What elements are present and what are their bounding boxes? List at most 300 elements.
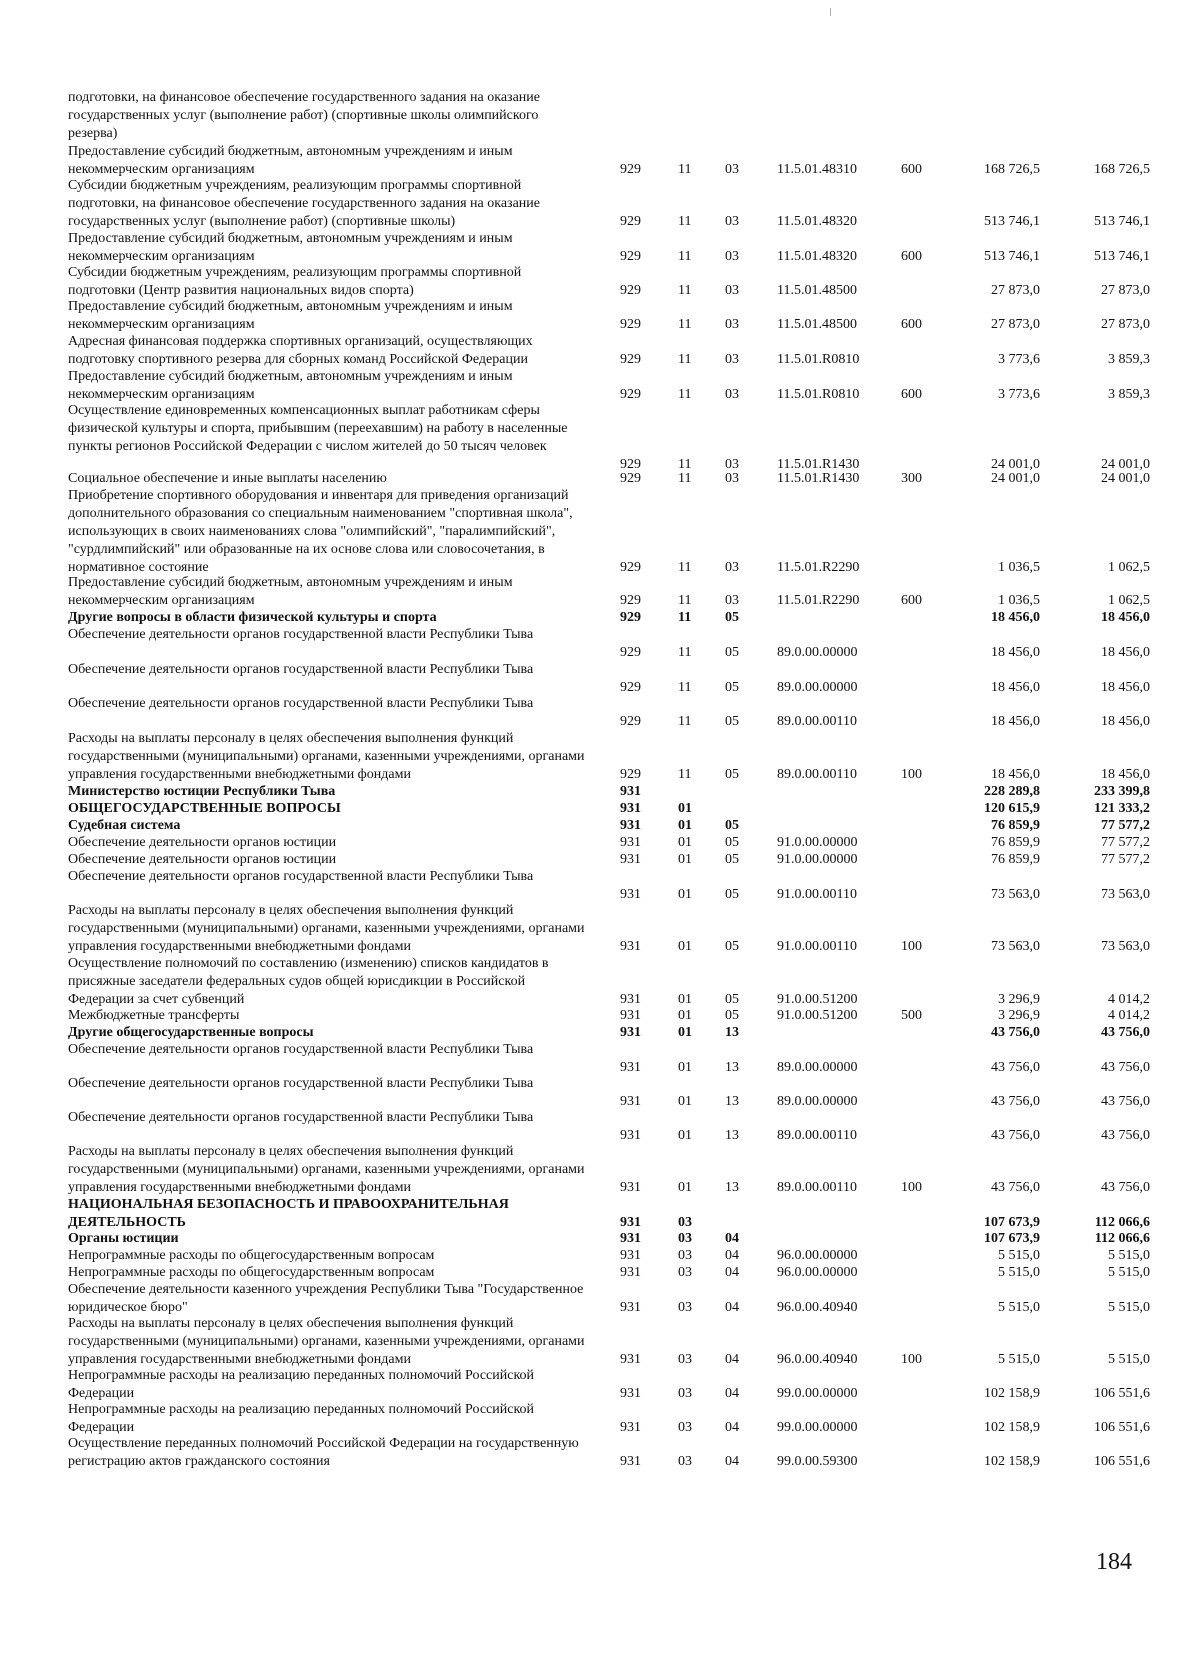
row-article: 11.5.01.R0810 <box>777 386 860 402</box>
row-article: 11.5.01.48500 <box>777 282 857 298</box>
row-description: Обеспечение деятельности органов юстиции <box>68 852 337 867</box>
row-description: Другие вопросы в области физической культуры и спорта <box>68 610 437 625</box>
row-sum1: 3 296,9 <box>998 991 1040 1007</box>
row-subsection: 05 <box>725 835 739 850</box>
row-sum1: 76 859,9 <box>991 818 1040 833</box>
row-ministry: 929 <box>620 713 641 729</box>
row-section: 03 <box>678 1351 692 1367</box>
row-sum1: 5 515,0 <box>998 1299 1040 1315</box>
row-sum1: 43 756,0 <box>991 1059 1040 1075</box>
row-ministry: 931 <box>620 1127 641 1143</box>
row-article: 99.0.00.00000 <box>777 1385 858 1401</box>
table-row <box>0 730 1200 784</box>
row-section: 11 <box>678 559 692 575</box>
row-subsection: 05 <box>725 644 739 660</box>
table-row <box>0 177 1200 231</box>
row-sum2: 3 859,3 <box>1108 351 1150 367</box>
row-ministry: 929 <box>620 386 641 402</box>
table-row <box>0 1367 1200 1403</box>
row-ministry: 929 <box>620 471 641 486</box>
row-description: Обеспечение деятельности органов государственной власти Республики Тыва <box>68 1042 534 1057</box>
row-sum1: 18 456,0 <box>991 713 1040 729</box>
row-description: Обеспечение деятельности органов государственной власти Республики Тыва <box>68 662 534 677</box>
row-article: 89.0.00.00000 <box>777 1059 858 1075</box>
row-sum2: 43 756,0 <box>1101 1179 1150 1195</box>
row-section: 03 <box>678 1248 692 1263</box>
table-row <box>0 1315 1200 1369</box>
row-ministry: 929 <box>620 644 641 660</box>
row-article: 89.0.00.00000 <box>777 679 858 695</box>
row-section: 03 <box>678 1231 692 1246</box>
row-section: 03 <box>678 1453 692 1469</box>
row-subsection: 04 <box>725 1231 739 1246</box>
row-subsection: 13 <box>725 1093 739 1109</box>
row-article: 99.0.00.00000 <box>777 1419 858 1435</box>
row-sum1: 76 859,9 <box>991 852 1040 867</box>
row-ministry: 929 <box>620 213 641 229</box>
row-description: НАЦИОНАЛЬНАЯ БЕЗОПАСНОСТЬ И ПРАВООХРАНИТЕЛЬНАЯ ДЕЯТЕЛЬНОСТЬ <box>68 1197 509 1230</box>
row-description: Обеспечение деятельности казенного учреждения Республики Тыва "Государственное юридическое бюро" <box>68 1282 584 1315</box>
row-kind: 500 <box>901 1008 922 1023</box>
row-sum1: 18 456,0 <box>991 766 1040 782</box>
row-kind: 100 <box>901 1351 922 1367</box>
row-sum2: 3 859,3 <box>1108 386 1150 402</box>
row-section: 11 <box>678 248 692 264</box>
row-sum1: 73 563,0 <box>991 938 1040 954</box>
row-subsection: 04 <box>725 1248 739 1263</box>
table-row <box>0 333 1200 369</box>
row-section: 03 <box>678 1214 692 1230</box>
row-ministry: 931 <box>620 1265 641 1280</box>
row-section: 11 <box>678 644 692 660</box>
row-ministry: 931 <box>620 1299 641 1315</box>
row-sum1: 24 001,0 <box>991 471 1040 486</box>
row-sum1: 18 456,0 <box>991 679 1040 695</box>
row-description: Непрограммные расходы на реализацию переданных полномочий Российской Федерации <box>68 1368 535 1401</box>
row-subsection: 03 <box>725 559 739 575</box>
row-ministry: 931 <box>620 1179 641 1195</box>
row-subsection: 05 <box>725 938 739 954</box>
row-subsection: 03 <box>725 316 739 332</box>
row-ministry: 931 <box>620 1419 641 1435</box>
row-subsection: 05 <box>725 610 739 625</box>
row-ministry: 929 <box>620 282 641 298</box>
row-ministry: 929 <box>620 316 641 332</box>
row-subsection: 04 <box>725 1299 739 1315</box>
row-ministry: 931 <box>620 1059 641 1075</box>
row-subsection: 05 <box>725 713 739 729</box>
row-section: 01 <box>678 886 692 902</box>
row-sum1: 5 515,0 <box>998 1248 1040 1263</box>
row-article: 91.0.00.51200 <box>777 991 858 1007</box>
table-row <box>0 626 1200 662</box>
row-subsection: 03 <box>725 351 739 367</box>
row-section: 01 <box>678 991 692 1007</box>
table-row <box>0 661 1200 697</box>
row-sum2: 4 014,2 <box>1108 1008 1150 1023</box>
row-description: подготовки, на финансовое обеспечение государственного задания на оказание государственных услуг (выполнение работ) (спортивные школы олимпийского резерва) <box>68 90 541 141</box>
row-ministry: 929 <box>620 161 641 177</box>
row-sum2: 27 873,0 <box>1101 316 1150 332</box>
row-article: 11.5.01.R2290 <box>777 559 860 575</box>
row-subsection: 04 <box>725 1351 739 1367</box>
table-row <box>0 89 1200 143</box>
row-description: Расходы на выплаты персоналу в целях обеспечения выполнения функций государственными (муниципальными) органами, казенными учреждениями, органами управления государственными внебюджетными фондами <box>68 903 585 954</box>
row-sum1: 43 756,0 <box>991 1093 1040 1109</box>
row-article: 11.5.01.48500 <box>777 316 857 332</box>
table-row <box>0 851 1200 869</box>
row-section: 11 <box>678 316 692 332</box>
row-description: Межбюджетные трансферты <box>68 1008 240 1023</box>
row-article: 11.5.01.48320 <box>777 213 857 229</box>
row-section: 11 <box>678 610 692 625</box>
row-kind: 300 <box>901 471 922 486</box>
table-row <box>0 1247 1200 1265</box>
row-description: Обеспечение деятельности органов государственной власти Республики Тыва <box>68 696 534 711</box>
row-subsection: 03 <box>725 248 739 264</box>
row-subsection: 03 <box>725 386 739 402</box>
page-number: 184 <box>1096 1549 1132 1575</box>
row-description: Непрограммные расходы по общегосударственным вопросам <box>68 1248 435 1263</box>
row-kind: 100 <box>901 1179 922 1195</box>
table-row <box>0 1196 1200 1232</box>
row-sum1: 1 036,5 <box>998 592 1040 608</box>
row-subsection: 04 <box>725 1265 739 1280</box>
row-sum2: 106 551,6 <box>1094 1419 1150 1435</box>
row-description: Непрограммные расходы на реализацию переданных полномочий Российской Федерации <box>68 1402 535 1435</box>
row-ministry: 931 <box>620 852 641 867</box>
row-sum2: 5 515,0 <box>1108 1248 1150 1263</box>
row-sum1: 3 296,9 <box>998 1008 1040 1023</box>
row-sum2: 121 333,2 <box>1094 801 1150 816</box>
row-sum2: 233 399,8 <box>1094 784 1150 799</box>
row-sum1: 24 001,0 <box>991 456 1040 472</box>
table-row <box>0 487 1200 577</box>
row-section: 03 <box>678 1385 692 1401</box>
row-article: 91.0.00.00110 <box>777 938 857 954</box>
row-section: 11 <box>678 456 692 472</box>
row-section: 11 <box>678 679 692 695</box>
row-sum1: 18 456,0 <box>991 610 1040 625</box>
row-article: 96.0.00.40940 <box>777 1299 858 1315</box>
row-sum2: 5 515,0 <box>1108 1299 1150 1315</box>
row-sum1: 102 158,9 <box>984 1419 1040 1435</box>
row-description: Социальное обеспечение и иные выплаты населению <box>68 471 387 486</box>
row-sum1: 43 756,0 <box>991 1127 1040 1143</box>
row-ministry: 931 <box>620 1453 641 1469</box>
row-ministry: 931 <box>620 1025 641 1040</box>
row-sum2: 106 551,6 <box>1094 1453 1150 1469</box>
row-subsection: 03 <box>725 213 739 229</box>
row-description: Обеспечение деятельности органов государственной власти Республики Тыва <box>68 1110 534 1125</box>
row-description: Обеспечение деятельности органов государственной власти Республики Тыва <box>68 1076 534 1091</box>
table-row <box>0 402 1200 474</box>
row-description: Обеспечение деятельности органов юстиции <box>68 835 337 850</box>
row-sum2: 18 456,0 <box>1101 644 1150 660</box>
row-section: 01 <box>678 1093 692 1109</box>
row-description: Другие общегосударственные вопросы <box>68 1025 314 1040</box>
row-ministry: 931 <box>620 801 641 816</box>
table-row <box>0 902 1200 956</box>
row-subsection: 04 <box>725 1419 739 1435</box>
row-ministry: 931 <box>620 1231 641 1246</box>
table-row <box>0 1007 1200 1025</box>
row-article: 91.0.00.00000 <box>777 835 858 850</box>
row-description: Министерство юстиции Республики Тыва <box>68 784 336 799</box>
row-subsection: 03 <box>725 592 739 608</box>
row-section: 01 <box>678 818 692 833</box>
row-section: 01 <box>678 1127 692 1143</box>
row-ministry: 931 <box>620 1385 641 1401</box>
table-row <box>0 574 1200 610</box>
row-kind: 100 <box>901 938 922 954</box>
row-subsection: 03 <box>725 471 739 486</box>
row-ministry: 931 <box>620 1248 641 1263</box>
row-sum1: 1 036,5 <box>998 559 1040 575</box>
table-row <box>0 470 1200 488</box>
row-sum2: 77 577,2 <box>1101 852 1150 867</box>
row-sum2: 73 563,0 <box>1101 938 1150 954</box>
table-row <box>0 264 1200 300</box>
row-sum1: 168 726,5 <box>984 161 1040 177</box>
table-row <box>0 1041 1200 1077</box>
row-subsection: 05 <box>725 886 739 902</box>
table-row <box>0 1264 1200 1282</box>
row-article: 89.0.00.00000 <box>777 1093 858 1109</box>
row-sum2: 24 001,0 <box>1101 471 1150 486</box>
row-sum2: 43 756,0 <box>1101 1127 1150 1143</box>
row-sum1: 102 158,9 <box>984 1385 1040 1401</box>
row-ministry: 931 <box>620 886 641 902</box>
row-article: 11.5.01.R0810 <box>777 351 860 367</box>
row-ministry: 931 <box>620 1093 641 1109</box>
row-subsection: 13 <box>725 1127 739 1143</box>
row-section: 01 <box>678 1059 692 1075</box>
row-section: 01 <box>678 1179 692 1195</box>
row-sum1: 102 158,9 <box>984 1453 1040 1469</box>
row-subsection: 05 <box>725 852 739 867</box>
row-article: 89.0.00.00110 <box>777 713 857 729</box>
row-sum2: 112 066,6 <box>1094 1231 1150 1246</box>
row-section: 11 <box>678 213 692 229</box>
row-ministry: 931 <box>620 835 641 850</box>
row-ministry: 931 <box>620 1351 641 1367</box>
row-article: 89.0.00.00110 <box>777 1179 857 1195</box>
row-description: Предоставление субсидий бюджетным, автономным учреждениям и иным некоммерческим организациям <box>68 231 513 264</box>
row-sum2: 1 062,5 <box>1108 592 1150 608</box>
row-section: 11 <box>678 282 692 298</box>
row-description: Судебная система <box>68 818 181 833</box>
row-sum2: 18 456,0 <box>1101 713 1150 729</box>
row-sum2: 168 726,5 <box>1094 161 1150 177</box>
table-row <box>0 695 1200 731</box>
row-article: 91.0.00.51200 <box>777 1008 858 1023</box>
row-sum2: 77 577,2 <box>1101 818 1150 833</box>
row-description: Осуществление полномочий по составлению (изменению) списков кандидатов в присяжные заседатели федеральных судов общей юрисдикции в Российской Федерации за счет субвенций <box>68 956 549 1007</box>
row-description: Расходы на выплаты персоналу в целях обеспечения выполнения функций государственными (муниципальными) органами, казенными учреждениями, органами управления государственными внебюджетными фондами <box>68 1144 585 1195</box>
table-row <box>0 298 1200 334</box>
row-sum2: 112 066,6 <box>1094 1214 1150 1230</box>
row-article: 91.0.00.00000 <box>777 852 858 867</box>
row-ministry: 929 <box>620 456 641 472</box>
row-description: Осуществление единовременных компенсационных выплат работникам сферы физической культуры и спорта, прибывшим (переехавшим) на работу в населенные пункты регионов Российской Федерации с числом жителей до 50 тысяч человек <box>68 403 568 454</box>
row-subsection: 13 <box>725 1025 739 1040</box>
row-article: 96.0.00.40940 <box>777 1351 858 1367</box>
row-subsection: 05 <box>725 679 739 695</box>
row-section: 01 <box>678 835 692 850</box>
row-description: Предоставление субсидий бюджетным, автономным учреждениям и иным некоммерческим организациям <box>68 369 513 402</box>
table-row <box>0 1281 1200 1317</box>
table-row <box>0 800 1200 818</box>
row-article: 11.5.01.R1430 <box>777 471 860 486</box>
row-subsection: 13 <box>725 1059 739 1075</box>
row-article: 89.0.00.00110 <box>777 766 857 782</box>
row-sum1: 3 773,6 <box>998 386 1040 402</box>
row-section: 11 <box>678 592 692 608</box>
row-ministry: 931 <box>620 784 641 799</box>
row-sum1: 3 773,6 <box>998 351 1040 367</box>
table-row <box>0 230 1200 266</box>
table-row <box>0 868 1200 904</box>
row-subsection: 03 <box>725 161 739 177</box>
row-kind: 600 <box>901 592 922 608</box>
row-article: 11.5.01.48310 <box>777 161 857 177</box>
row-kind: 600 <box>901 161 922 177</box>
row-sum2: 73 563,0 <box>1101 886 1150 902</box>
row-sum2: 106 551,6 <box>1094 1385 1150 1401</box>
row-subsection: 05 <box>725 1008 739 1023</box>
row-article: 11.5.01.R1430 <box>777 456 860 472</box>
row-ministry: 931 <box>620 818 641 833</box>
row-kind: 100 <box>901 766 922 782</box>
row-sum2: 24 001,0 <box>1101 456 1150 472</box>
table-row <box>0 1109 1200 1145</box>
table-row <box>0 1075 1200 1111</box>
table-row <box>0 1230 1200 1248</box>
row-sum2: 513 746,1 <box>1094 213 1150 229</box>
row-description: Органы юстиции <box>68 1231 179 1246</box>
row-description: Расходы на выплаты персоналу в целях обеспечения выполнения функций государственными (муниципальными) органами, казенными учреждениями, органами управления государственными внебюджетными фондами <box>68 731 585 782</box>
row-sum1: 5 515,0 <box>998 1351 1040 1367</box>
row-sum2: 43 756,0 <box>1101 1059 1150 1075</box>
row-sum2: 5 515,0 <box>1108 1265 1150 1280</box>
row-description: Непрограммные расходы по общегосударственным вопросам <box>68 1265 435 1280</box>
row-sum2: 5 515,0 <box>1108 1351 1150 1367</box>
row-sum2: 27 873,0 <box>1101 282 1150 298</box>
row-section: 03 <box>678 1265 692 1280</box>
row-sum1: 43 756,0 <box>991 1025 1040 1040</box>
row-subsection: 03 <box>725 282 739 298</box>
row-article: 89.0.00.00000 <box>777 644 858 660</box>
row-description: Субсидии бюджетным учреждениям, реализующим программы спортивной подготовки (Центр развития национальных видов спорта) <box>68 265 522 298</box>
row-sum1: 513 746,1 <box>984 213 1040 229</box>
row-ministry: 929 <box>620 559 641 575</box>
row-description: Субсидии бюджетным учреждениям, реализующим программы спортивной подготовки, на финансовое обеспечение государственного задания на оказание государственных услуг (выполнение работ) (спортивные школы) <box>68 178 541 229</box>
row-section: 01 <box>678 938 692 954</box>
row-sum1: 43 756,0 <box>991 1179 1040 1195</box>
row-article: 89.0.00.00110 <box>777 1127 857 1143</box>
row-kind: 600 <box>901 316 922 332</box>
row-sum1: 120 615,9 <box>984 801 1040 816</box>
row-sum2: 18 456,0 <box>1101 610 1150 625</box>
row-description: ОБЩЕГОСУДАРСТВЕННЫЕ ВОПРОСЫ <box>68 801 341 816</box>
row-article: 96.0.00.00000 <box>777 1248 858 1263</box>
table-row <box>0 368 1200 404</box>
row-article: 96.0.00.00000 <box>777 1265 858 1280</box>
row-sum1: 18 456,0 <box>991 644 1040 660</box>
row-sum1: 513 746,1 <box>984 248 1040 264</box>
row-ministry: 931 <box>620 1214 641 1230</box>
row-subsection: 05 <box>725 991 739 1007</box>
row-sum1: 27 873,0 <box>991 282 1040 298</box>
row-subsection: 13 <box>725 1179 739 1195</box>
row-article: 11.5.01.48320 <box>777 248 857 264</box>
row-description: Адресная финансовая поддержка спортивных организаций, осуществляющих подготовку спортивного резерва для сборных команд Российской Федерации <box>68 334 533 367</box>
row-sum1: 228 289,8 <box>984 784 1040 799</box>
row-section: 01 <box>678 1008 692 1023</box>
row-sum2: 4 014,2 <box>1108 991 1150 1007</box>
row-sum1: 27 873,0 <box>991 316 1040 332</box>
row-subsection: 04 <box>725 1385 739 1401</box>
row-sum1: 107 673,9 <box>984 1231 1040 1246</box>
row-description: Предоставление субсидий бюджетным, автономным учреждениям и иным некоммерческим организациям <box>68 575 513 608</box>
table-row <box>0 955 1200 1009</box>
row-section: 01 <box>678 1025 692 1040</box>
row-sum2: 43 756,0 <box>1101 1093 1150 1109</box>
row-kind: 600 <box>901 248 922 264</box>
row-section: 11 <box>678 766 692 782</box>
row-description: Предоставление субсидий бюджетным, автономным учреждениям и иным некоммерческим организациям <box>68 299 513 332</box>
table-row <box>0 143 1200 179</box>
row-ministry: 929 <box>620 766 641 782</box>
row-section: 11 <box>678 351 692 367</box>
row-sum1: 5 515,0 <box>998 1265 1040 1280</box>
row-subsection: 03 <box>725 456 739 472</box>
row-ministry: 929 <box>620 610 641 625</box>
row-ministry: 931 <box>620 1008 641 1023</box>
row-ministry: 929 <box>620 592 641 608</box>
row-description: Обеспечение деятельности органов государственной власти Республики Тыва <box>68 627 534 642</box>
row-subsection: 05 <box>725 766 739 782</box>
table-row <box>0 609 1200 627</box>
table-row <box>0 817 1200 835</box>
table-row <box>0 834 1200 852</box>
row-description: Расходы на выплаты персоналу в целях обеспечения выполнения функций государственными (муниципальными) органами, казенными учреждениями, органами управления государственными внебюджетными фондами <box>68 1316 585 1367</box>
row-subsection: 05 <box>725 818 739 833</box>
row-ministry: 929 <box>620 351 641 367</box>
row-sum2: 1 062,5 <box>1108 559 1150 575</box>
row-sum1: 107 673,9 <box>984 1214 1040 1230</box>
row-sum2: 18 456,0 <box>1101 766 1150 782</box>
row-sum2: 513 746,1 <box>1094 248 1150 264</box>
row-article: 11.5.01.R2290 <box>777 592 860 608</box>
row-sum2: 43 756,0 <box>1101 1025 1150 1040</box>
row-sum1: 76 859,9 <box>991 835 1040 850</box>
row-ministry: 931 <box>620 938 641 954</box>
row-kind: 600 <box>901 386 922 402</box>
table-row <box>0 1143 1200 1197</box>
table-row <box>0 783 1200 801</box>
row-ministry: 931 <box>620 991 641 1007</box>
table-row <box>0 1435 1200 1471</box>
row-description: Осуществление переданных полномочий Российской Федерации на государственную регистрацию актов гражданского состояния <box>68 1436 579 1469</box>
row-section: 03 <box>678 1419 692 1435</box>
row-sum1: 73 563,0 <box>991 886 1040 902</box>
row-sum2: 18 456,0 <box>1101 679 1150 695</box>
row-article: 99.0.00.59300 <box>777 1453 858 1469</box>
row-article: 91.0.00.00110 <box>777 886 857 902</box>
row-section: 01 <box>678 801 692 816</box>
